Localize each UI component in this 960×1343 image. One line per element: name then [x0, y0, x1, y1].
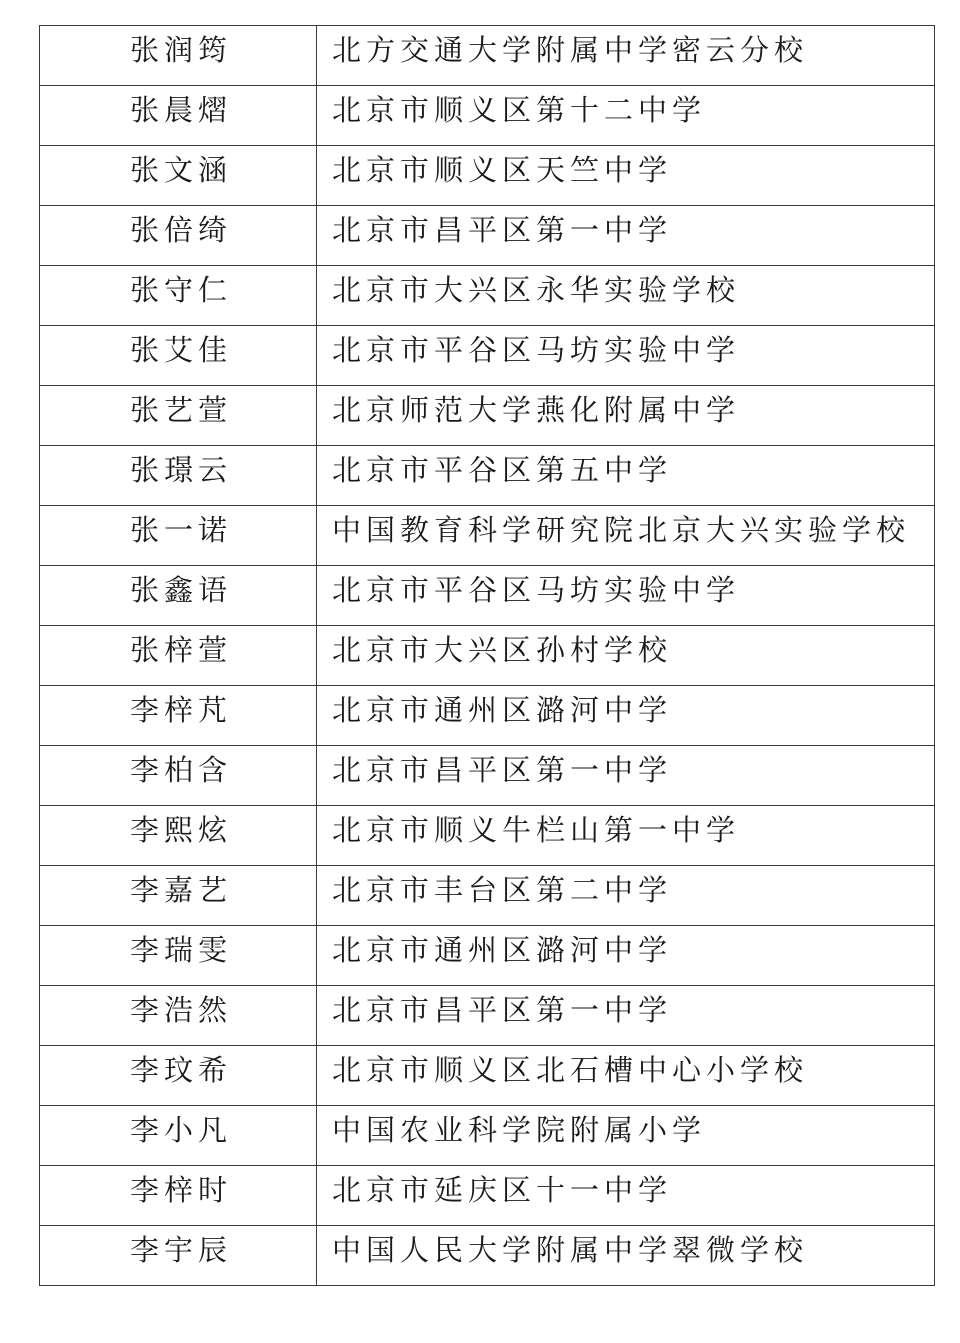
school-name: 北京市顺义区天竺中学 [317, 146, 935, 206]
school-name: 北京师范大学燕化附属中学 [317, 386, 935, 446]
school-name: 北京市顺义区北石槽中心小学校 [317, 1046, 935, 1106]
student-name: 张倍绮 [40, 206, 317, 266]
table-row [40, 986, 935, 1046]
table-body [40, 26, 935, 1286]
table-row [40, 266, 935, 326]
student-name: 李宇辰 [40, 1226, 317, 1286]
table-row [40, 626, 935, 686]
table-row [40, 1166, 935, 1226]
table-row [40, 86, 935, 146]
student-name: 张守仁 [40, 266, 317, 326]
student-name: 李玟希 [40, 1046, 317, 1106]
student-name: 李柏含 [40, 746, 317, 806]
school-name: 北京市丰台区第二中学 [317, 866, 935, 926]
school-name: 北京市昌平区第一中学 [317, 206, 935, 266]
student-name: 李瑞雯 [40, 926, 317, 986]
student-name: 张晨熠 [40, 86, 317, 146]
student-name: 李熙炫 [40, 806, 317, 866]
school-name: 中国教育科学研究院北京大兴实验学校 [317, 506, 935, 566]
student-name: 张艾佳 [40, 326, 317, 386]
student-name: 张艺萱 [40, 386, 317, 446]
student-name: 张梓萱 [40, 626, 317, 686]
table-row [40, 386, 935, 446]
school-name: 北京市昌平区第一中学 [317, 746, 935, 806]
table-row [40, 326, 935, 386]
table-row [40, 806, 935, 866]
table-row [40, 146, 935, 206]
school-name: 北京市昌平区第一中学 [317, 986, 935, 1046]
student-name: 李浩然 [40, 986, 317, 1046]
school-name: 中国农业科学院附属小学 [317, 1106, 935, 1166]
table-row [40, 1106, 935, 1166]
school-name: 北京市大兴区孙村学校 [317, 626, 935, 686]
school-name: 北京市平谷区第五中学 [317, 446, 935, 506]
school-name: 北京市顺义牛栏山第一中学 [317, 806, 935, 866]
table-row [40, 506, 935, 566]
table-row [40, 566, 935, 626]
table-row [40, 26, 935, 86]
student-name: 李嘉艺 [40, 866, 317, 926]
table-row [40, 446, 935, 506]
table-row [40, 1046, 935, 1106]
school-name: 北京市平谷区马坊实验中学 [317, 566, 935, 626]
school-name: 北京市延庆区十一中学 [317, 1166, 935, 1226]
student-name: 李梓时 [40, 1166, 317, 1226]
school-name: 北京市大兴区永华实验学校 [317, 266, 935, 326]
school-name: 北京市通州区潞河中学 [317, 686, 935, 746]
school-name: 北京市顺义区第十二中学 [317, 86, 935, 146]
student-school-table [39, 25, 935, 1286]
student-name: 李梓芃 [40, 686, 317, 746]
student-name: 张鑫语 [40, 566, 317, 626]
table-row [40, 866, 935, 926]
school-name: 北京市通州区潞河中学 [317, 926, 935, 986]
student-name: 张润筠 [40, 26, 317, 86]
table-row [40, 1226, 935, 1286]
table-row [40, 206, 935, 266]
table-row [40, 746, 935, 806]
school-name: 中国人民大学附属中学翠微学校 [317, 1226, 935, 1286]
table-row [40, 686, 935, 746]
school-name: 北方交通大学附属中学密云分校 [317, 26, 935, 86]
table-row [40, 926, 935, 986]
student-name: 李小凡 [40, 1106, 317, 1166]
student-name: 张文涵 [40, 146, 317, 206]
school-name: 北京市平谷区马坊实验中学 [317, 326, 935, 386]
student-name: 张璟云 [40, 446, 317, 506]
student-name: 张一诺 [40, 506, 317, 566]
